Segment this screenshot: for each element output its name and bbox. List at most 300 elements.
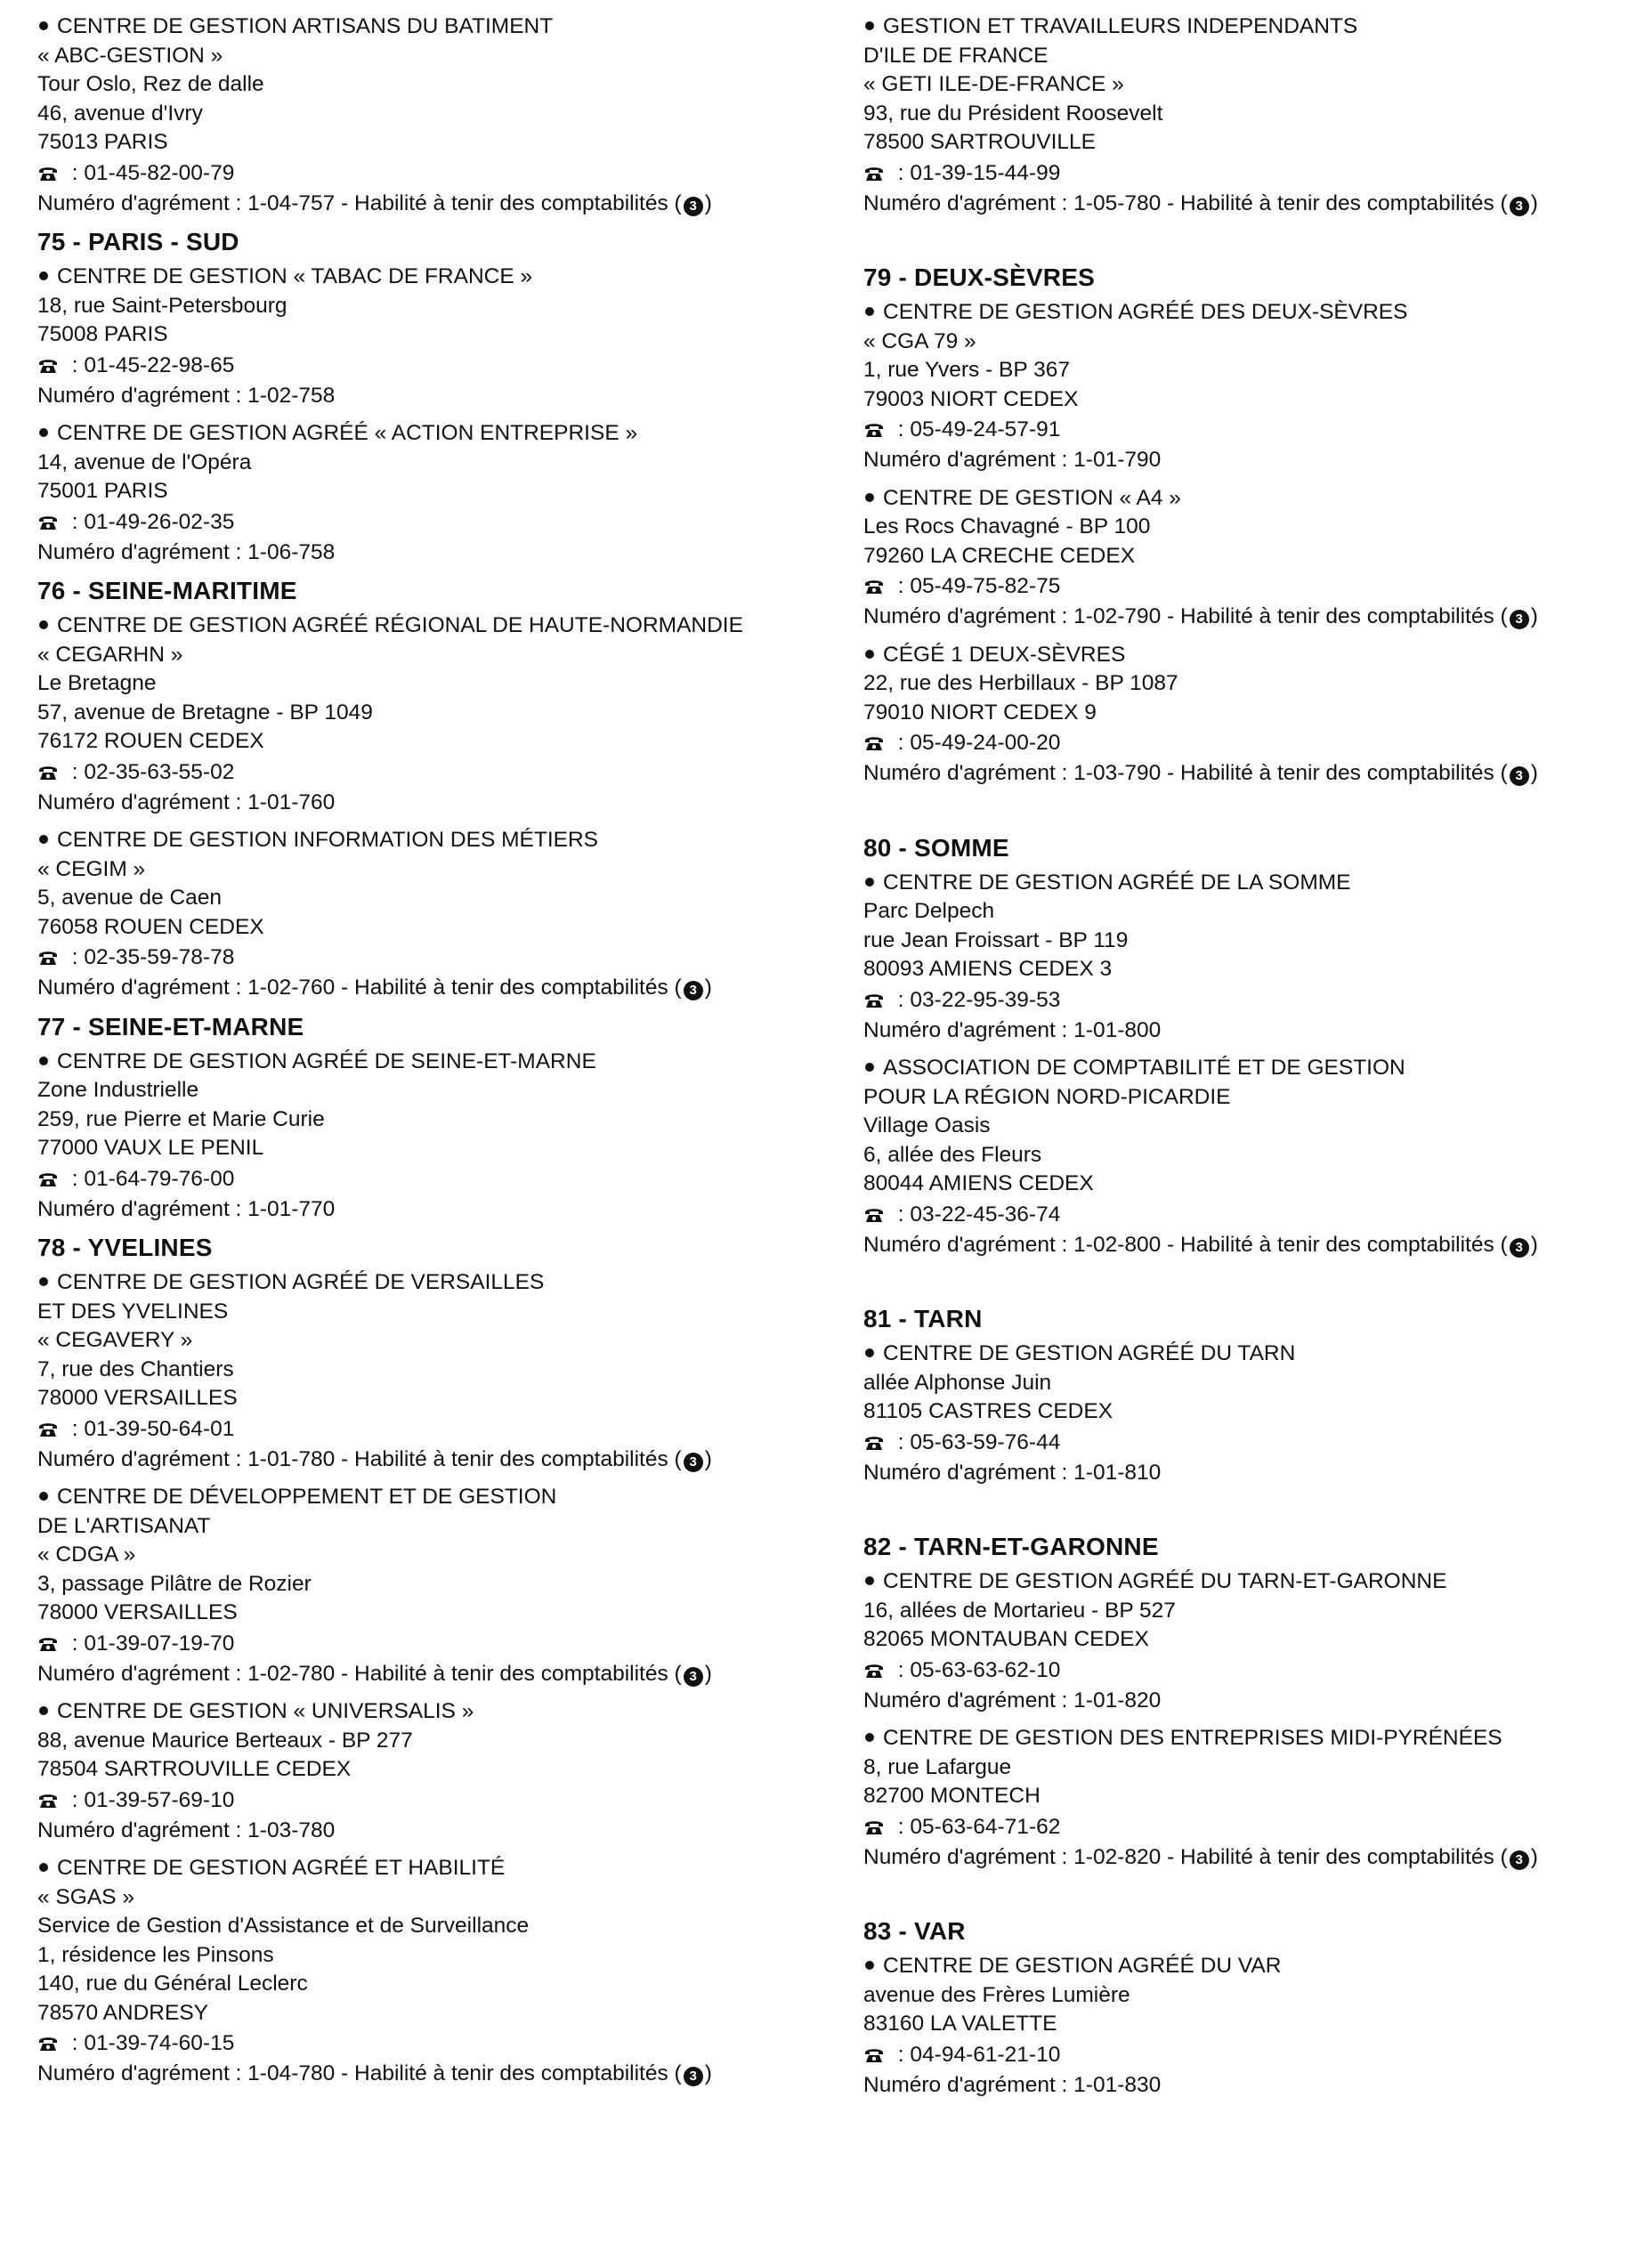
directory-section (863, 1496, 1647, 1872)
agrement-label: Numéro d'agrément : (863, 2072, 1074, 2097)
phone-line (37, 1163, 821, 1195)
center-entry (37, 12, 821, 218)
address-text: 79260 LA CRECHE CEDEX (863, 543, 1136, 568)
address-text: 3, passage Pilâtre de Rozier (37, 1571, 312, 1596)
agrement-line (37, 1817, 821, 1846)
address-text: 78570 ANDRESY (37, 2000, 209, 2025)
habilite-text: - Habilité à tenir des comptabilités ( (335, 1446, 682, 1471)
phone-icon (37, 1793, 59, 1809)
phone-icon (37, 358, 59, 374)
center-name-text: CENTRE DE GESTION AGRÉÉ « ACTION ENTREPRISE » (57, 421, 638, 445)
center-name-text: CENTRE DE GESTION AGRÉÉ DES DEUX-SÈVRES (883, 300, 1408, 324)
habilite-text: - Habilité à tenir des comptabilités ( (335, 1661, 682, 1686)
agrement-label: Numéro d'agrément : (863, 1844, 1074, 1869)
address-text: 75013 PARIS (37, 130, 168, 154)
address-line (37, 1134, 821, 1163)
circled-3-icon: 3 (1510, 610, 1529, 629)
bullet-icon (39, 271, 48, 280)
phone-separator: : (66, 2031, 85, 2055)
phone-number: 02-35-63-55-02 (84, 759, 235, 784)
center-name-text: CENTRE DE GESTION « TABAC DE FRANCE » (57, 264, 533, 288)
phone-separator: : (892, 1657, 911, 1682)
address-line (37, 449, 821, 478)
phone-line (37, 506, 821, 538)
phone-icon (863, 1435, 885, 1451)
phone-icon (863, 992, 885, 1008)
center-name (37, 826, 821, 855)
center-entry (863, 1724, 1647, 1872)
phone-number: 01-64-79-76-00 (84, 1166, 235, 1191)
circled-3-icon: 3 (1510, 1238, 1529, 1258)
directory-section (37, 227, 821, 567)
phone-line (863, 1199, 1647, 1231)
department-heading: 81 - TARN (863, 1305, 983, 1332)
phone-icon (37, 514, 59, 530)
center-name-text: CENTRE DE GESTION INFORMATION DES MÉTIERS (57, 828, 599, 852)
phone-line (863, 1427, 1647, 1459)
phone-icon (863, 579, 885, 595)
agrement-label: Numéro d'agrément : (863, 190, 1074, 215)
address-line (863, 955, 1647, 984)
address-line (37, 1941, 821, 1971)
bullet-icon (39, 1057, 48, 1065)
address-text: 77000 VAUX LE PENIL (37, 1136, 264, 1160)
address-text: 78000 VERSAILLES (37, 1386, 238, 1410)
directory-section (37, 12, 821, 218)
address-text: 75001 PARIS (37, 479, 168, 503)
phone-separator: : (892, 731, 911, 755)
address-text: POUR LA RÉGION NORD-PICARDIE (863, 1084, 1231, 1109)
center-entry (863, 869, 1647, 1046)
center-name-text: CENTRE DE GESTION AGRÉÉ DU VAR (883, 1954, 1282, 1978)
address-line (37, 1727, 821, 1756)
address-line (37, 292, 821, 321)
address-text: D'ILE DE FRANCE (863, 43, 1049, 68)
department-heading: 77 - SEINE-ET-MARNE (37, 1012, 304, 1040)
center-entry (37, 826, 821, 1003)
phone-separator: : (892, 574, 911, 598)
phone-number: 01-45-22-98-65 (84, 352, 235, 377)
agrement-number: 1-05-780 (1073, 190, 1162, 215)
agrement-label: Numéro d'agrément : (37, 1661, 248, 1686)
department-heading: 82 - TARN-ET-GARONNE (863, 1533, 1159, 1560)
agrement-number: 1-01-770 (247, 1196, 336, 1221)
habilite-text: - Habilité à tenir des comptabilités ( (335, 976, 682, 1000)
bullet-icon (865, 1961, 874, 1970)
bullet-icon (865, 1733, 874, 1742)
center-name (863, 1724, 1647, 1753)
address-line (37, 855, 821, 885)
address-line (37, 1326, 821, 1356)
center-name (37, 263, 821, 292)
address-line (37, 1541, 821, 1570)
address-line (37, 1883, 821, 1913)
agrement-line (37, 1445, 821, 1475)
address-text: 7, rue des Chantiers (37, 1356, 234, 1381)
agrement-line (863, 1016, 1647, 1046)
phone-line (863, 158, 1647, 190)
circled-3-icon: 3 (684, 1667, 703, 1687)
habilite-close: ) (1530, 1844, 1538, 1869)
address-text: « CGA 79 » (863, 328, 976, 353)
address-line (37, 1570, 821, 1599)
address-text: « CEGIM » (37, 856, 146, 881)
address-text: 81105 CASTRES CEDEX (863, 1399, 1113, 1423)
address-line (863, 2010, 1647, 2039)
agrement-line (37, 190, 821, 219)
agrement-line (37, 789, 821, 818)
address-text: 88, avenue Maurice Berteaux - BP 277 (37, 1728, 413, 1753)
address-line (863, 513, 1647, 542)
address-line (37, 1755, 821, 1785)
address-line (863, 1170, 1647, 1199)
center-name-text: GESTION ET TRAVAILLEURS INDEPENDANTS (883, 14, 1358, 38)
phone-icon (37, 765, 59, 781)
agrement-number: 1-04-757 (247, 190, 336, 215)
phone-icon (37, 166, 59, 182)
center-entry (863, 1054, 1647, 1259)
agrement-label: Numéro d'agrément : (37, 1818, 248, 1842)
address-text: « GETI ILE-DE-FRANCE » (863, 72, 1124, 96)
address-line (863, 385, 1647, 415)
center-entry (863, 298, 1647, 475)
center-name-text: CENTRE DE GESTION AGRÉÉ DE LA SOMME (883, 870, 1351, 895)
habilite-text: - Habilité à tenir des comptabilités ( (1161, 761, 1508, 785)
address-text: 80044 AMIENS CEDEX (863, 1171, 1094, 1195)
agrement-number: 1-01-800 (1073, 1017, 1162, 1042)
address-text: Le Bretagne (37, 671, 157, 695)
address-text: « ABC-GESTION » (37, 43, 223, 68)
agrement-label: Numéro d'agrément : (37, 539, 248, 564)
phone-number: 01-39-74-60-15 (84, 2031, 235, 2055)
bullet-icon (39, 1863, 48, 1872)
directory-section (863, 1881, 1647, 2100)
directory-section (863, 227, 1647, 789)
address-line (863, 70, 1647, 100)
agrement-line (863, 446, 1647, 475)
address-text: 46, avenue d'Ivry (37, 101, 203, 126)
address-line (37, 70, 821, 100)
address-line (37, 1999, 821, 2028)
agrement-number: 1-01-780 (247, 1446, 336, 1471)
center-name (863, 869, 1647, 898)
center-entry (37, 1268, 821, 1474)
center-entry (863, 12, 1647, 218)
center-entry (37, 263, 821, 410)
department-heading: 83 - VAR (863, 1917, 966, 1945)
address-line (863, 328, 1647, 357)
address-line (37, 1970, 821, 1999)
address-line (863, 1141, 1647, 1170)
agrement-line (37, 1195, 821, 1225)
phone-icon (863, 422, 885, 438)
agrement-label: Numéro d'agrément : (37, 1446, 248, 1471)
phone-number: 05-63-59-76-44 (910, 1429, 1061, 1454)
agrement-line (863, 1843, 1647, 1873)
phone-separator: : (892, 160, 911, 185)
center-entry (37, 1483, 821, 1688)
address-text: 93, rue du Président Roosevelt (863, 101, 1163, 126)
center-name-text: CENTRE DE GESTION ARTISANS DU BATIMENT (57, 14, 554, 38)
circled-3-icon: 3 (684, 2067, 703, 2086)
phone-number: 01-45-82-00-79 (84, 160, 235, 185)
bullet-icon (39, 428, 48, 437)
bullet-icon (865, 1348, 874, 1357)
center-entry (863, 1567, 1647, 1715)
address-line (863, 1112, 1647, 1141)
address-text: avenue des Frères Lumière (863, 1982, 1130, 2007)
department-heading: 75 - PARIS - SUD (37, 228, 239, 255)
center-name (37, 12, 821, 42)
phone-number: 01-39-57-69-10 (84, 1787, 235, 1812)
address-text: 57, avenue de Bretagne - BP 1049 (37, 700, 373, 725)
center-entry (863, 484, 1647, 632)
center-name (863, 1567, 1647, 1597)
phone-number: 04-94-61-21-10 (910, 2042, 1061, 2067)
address-text: 83160 LA VALETTE (863, 2012, 1057, 2036)
address-line (863, 1397, 1647, 1427)
agrement-label: Numéro d'agrément : (37, 789, 248, 814)
spacer (863, 1268, 1647, 1299)
habilite-close: ) (704, 976, 712, 1000)
phone-separator: : (892, 2042, 911, 2067)
department-heading: 79 - DEUX-SÈVRES (863, 263, 1095, 291)
phone-line (37, 1628, 821, 1660)
center-name-text: CENTRE DE GESTION AGRÉÉ DU TARN-ET-GARONNE (883, 1569, 1447, 1593)
address-line (863, 699, 1647, 728)
center-name-text: CENTRE DE GESTION DES ENTREPRISES MIDI-PYRÉNÉES (883, 1726, 1502, 1750)
habilite-close: ) (704, 1661, 712, 1686)
department-heading: 80 - SOMME (863, 833, 1009, 862)
address-line (37, 1105, 821, 1135)
phone-line (863, 571, 1647, 603)
circled-3-icon: 3 (1510, 1850, 1529, 1870)
address-line (863, 1625, 1647, 1655)
address-line (37, 1076, 821, 1105)
address-line (863, 1369, 1647, 1398)
phone-number: 05-63-64-71-62 (910, 1814, 1061, 1839)
right-column (863, 12, 1647, 2109)
center-entry (37, 1048, 821, 1225)
phone-line (863, 2039, 1647, 2071)
address-text: 78504 SARTROUVILLE CEDEX (37, 1757, 352, 1781)
center-name-text: CENTRE DE GESTION AGRÉÉ DU TARN (883, 1341, 1296, 1365)
phone-separator: : (892, 1202, 911, 1227)
agrement-line (863, 759, 1647, 789)
address-text: 6, allée des Fleurs (863, 1142, 1042, 1167)
agrement-number: 1-02-758 (247, 383, 336, 408)
address-text: 259, rue Pierre et Marie Curie (37, 1106, 325, 1131)
address-text: 22, rue des Herbillaux - BP 1087 (863, 671, 1178, 695)
bullet-icon (39, 1706, 48, 1715)
address-line (37, 1384, 821, 1413)
address-line (37, 1599, 821, 1628)
phone-icon (863, 1819, 885, 1835)
habilite-close: ) (704, 190, 712, 215)
agrement-label: Numéro d'agrément : (863, 1688, 1074, 1712)
address-line (37, 1356, 821, 1385)
agrement-number: 1-01-820 (1073, 1688, 1162, 1712)
phone-icon (863, 1207, 885, 1223)
phone-line (863, 1655, 1647, 1687)
directory-section (863, 1268, 1647, 1487)
phone-separator: : (66, 1631, 85, 1656)
address-text: « CEGAVERY » (37, 1328, 193, 1352)
center-name (37, 419, 821, 449)
address-line (37, 1298, 821, 1327)
address-text: 79010 NIORT CEDEX 9 (863, 700, 1097, 725)
phone-number: 01-39-07-19-70 (84, 1631, 235, 1656)
center-name (863, 298, 1647, 328)
center-entry (37, 611, 821, 817)
left-column (37, 12, 821, 2098)
center-name-text: CENTRE DE GESTION « UNIVERSALIS » (57, 1699, 474, 1723)
directory-section (37, 1233, 821, 2089)
center-name (863, 1952, 1647, 1981)
phone-separator: : (66, 1416, 85, 1441)
address-text: 76058 ROUEN CEDEX (37, 914, 264, 939)
agrement-number: 1-03-780 (247, 1818, 336, 1842)
agrement-line (863, 1231, 1647, 1260)
center-name (37, 1048, 821, 1077)
address-line (863, 1753, 1647, 1783)
bullet-icon (865, 1063, 874, 1072)
phone-separator: : (66, 759, 85, 784)
spacer (863, 227, 1647, 257)
address-line (37, 320, 821, 350)
department-heading: 76 - SEINE-MARITIME (37, 577, 297, 604)
agrement-label: Numéro d'agrément : (863, 1460, 1074, 1485)
phone-icon (863, 166, 885, 182)
center-entry (863, 641, 1647, 789)
address-line (863, 100, 1647, 129)
agrement-line (37, 2060, 821, 2089)
habilite-text: - Habilité à tenir des comptabilités ( (1161, 1232, 1508, 1257)
phone-line (863, 1811, 1647, 1843)
agrement-line (37, 538, 821, 568)
habilite-close: ) (704, 1446, 712, 1471)
phone-line (37, 350, 821, 382)
circled-3-icon: 3 (684, 197, 703, 216)
address-line (37, 100, 821, 129)
agrement-line (863, 603, 1647, 632)
address-line (863, 669, 1647, 699)
phone-number: 05-49-24-57-91 (910, 417, 1061, 441)
agrement-number: 1-02-760 (247, 976, 336, 1000)
address-line (863, 1083, 1647, 1113)
address-line (37, 641, 821, 670)
agrement-line (863, 2071, 1647, 2101)
address-line (37, 42, 821, 71)
habilite-close: ) (1530, 1232, 1538, 1257)
agrement-line (37, 382, 821, 411)
address-text: 82700 MONTECH (863, 1784, 1041, 1808)
phone-separator: : (892, 987, 911, 1012)
phone-icon (863, 735, 885, 751)
address-line (37, 669, 821, 699)
address-text: 80093 AMIENS CEDEX 3 (863, 957, 1113, 981)
address-text: « CEGARHN » (37, 642, 183, 667)
center-name (863, 641, 1647, 670)
center-name-text: CENTRE DE GESTION « A4 » (883, 485, 1181, 510)
center-entry (37, 1854, 821, 2089)
agrement-number: 1-02-800 (1073, 1232, 1162, 1257)
center-name (863, 12, 1647, 42)
phone-icon (37, 1171, 59, 1187)
agrement-number: 1-01-810 (1073, 1460, 1162, 1485)
circled-3-icon: 3 (684, 1453, 703, 1472)
agrement-label: Numéro d'agrément : (37, 383, 248, 408)
habilite-text: - Habilité à tenir des comptabilités ( (1161, 604, 1508, 628)
bullet-icon (865, 650, 874, 659)
address-text: « SGAS » (37, 1884, 134, 1909)
address-line (863, 1782, 1647, 1811)
phone-number: 02-35-59-78-78 (84, 945, 235, 969)
phone-separator: : (66, 509, 85, 534)
phone-line (37, 1413, 821, 1445)
address-line (37, 1912, 821, 1941)
phone-number: 03-22-45-36-74 (910, 1202, 1061, 1227)
address-text: « CDGA » (37, 1542, 136, 1567)
agrement-number: 1-01-760 (247, 789, 336, 814)
phone-line (37, 942, 821, 974)
phone-number: 01-39-50-64-01 (84, 1416, 235, 1441)
center-name (37, 611, 821, 641)
agrement-line (863, 1459, 1647, 1488)
address-text: 79003 NIORT CEDEX (863, 386, 1079, 411)
address-text: Les Rocs Chavagné - BP 100 (863, 514, 1151, 538)
address-text: 140, rue du Général Leclerc (37, 1972, 308, 1996)
address-line (37, 727, 821, 757)
habilite-close: ) (704, 2061, 712, 2085)
phone-line (37, 2028, 821, 2060)
address-line (863, 1981, 1647, 2011)
address-text: 78500 SARTROUVILLE (863, 130, 1097, 154)
phone-icon (37, 950, 59, 966)
agrement-number: 1-04-780 (247, 2061, 336, 2085)
agrement-line (37, 1660, 821, 1689)
phone-number: 01-39-15-44-99 (910, 160, 1061, 185)
phone-separator: : (892, 1814, 911, 1839)
spacer (863, 1881, 1647, 1911)
phone-icon (863, 1663, 885, 1679)
center-name-text: CENTRE DE GESTION AGRÉÉ DE VERSAILLES (57, 1270, 545, 1294)
agrement-label: Numéro d'agrément : (863, 604, 1074, 628)
center-name (37, 1268, 821, 1298)
address-text: DE L'ARTISANAT (37, 1513, 211, 1538)
center-name-text: CÉGÉ 1 DEUX-SÈVRES (883, 642, 1126, 667)
agrement-number: 1-02-780 (247, 1661, 336, 1686)
address-text: 18, rue Saint-Petersbourg (37, 293, 287, 318)
directory-section (863, 12, 1647, 218)
circled-3-icon: 3 (1510, 197, 1529, 216)
bullet-icon (865, 878, 874, 887)
center-name (863, 1054, 1647, 1083)
phone-separator: : (66, 352, 85, 377)
center-name-text: CENTRE DE GESTION AGRÉÉ RÉGIONAL DE HAUTE-NORMANDIE (57, 613, 743, 637)
agrement-number: 1-02-820 (1073, 1844, 1162, 1869)
agrement-number: 1-01-830 (1073, 2072, 1162, 2097)
center-name (863, 484, 1647, 514)
address-line (37, 884, 821, 913)
bullet-icon (865, 307, 874, 316)
agrement-label: Numéro d'agrément : (37, 1196, 248, 1221)
bullet-icon (865, 1576, 874, 1585)
agrement-label: Numéro d'agrément : (863, 761, 1074, 785)
address-text: allée Alphonse Juin (863, 1370, 1052, 1395)
phone-number: 01-49-26-02-35 (84, 509, 235, 534)
phone-separator: : (892, 1429, 911, 1454)
